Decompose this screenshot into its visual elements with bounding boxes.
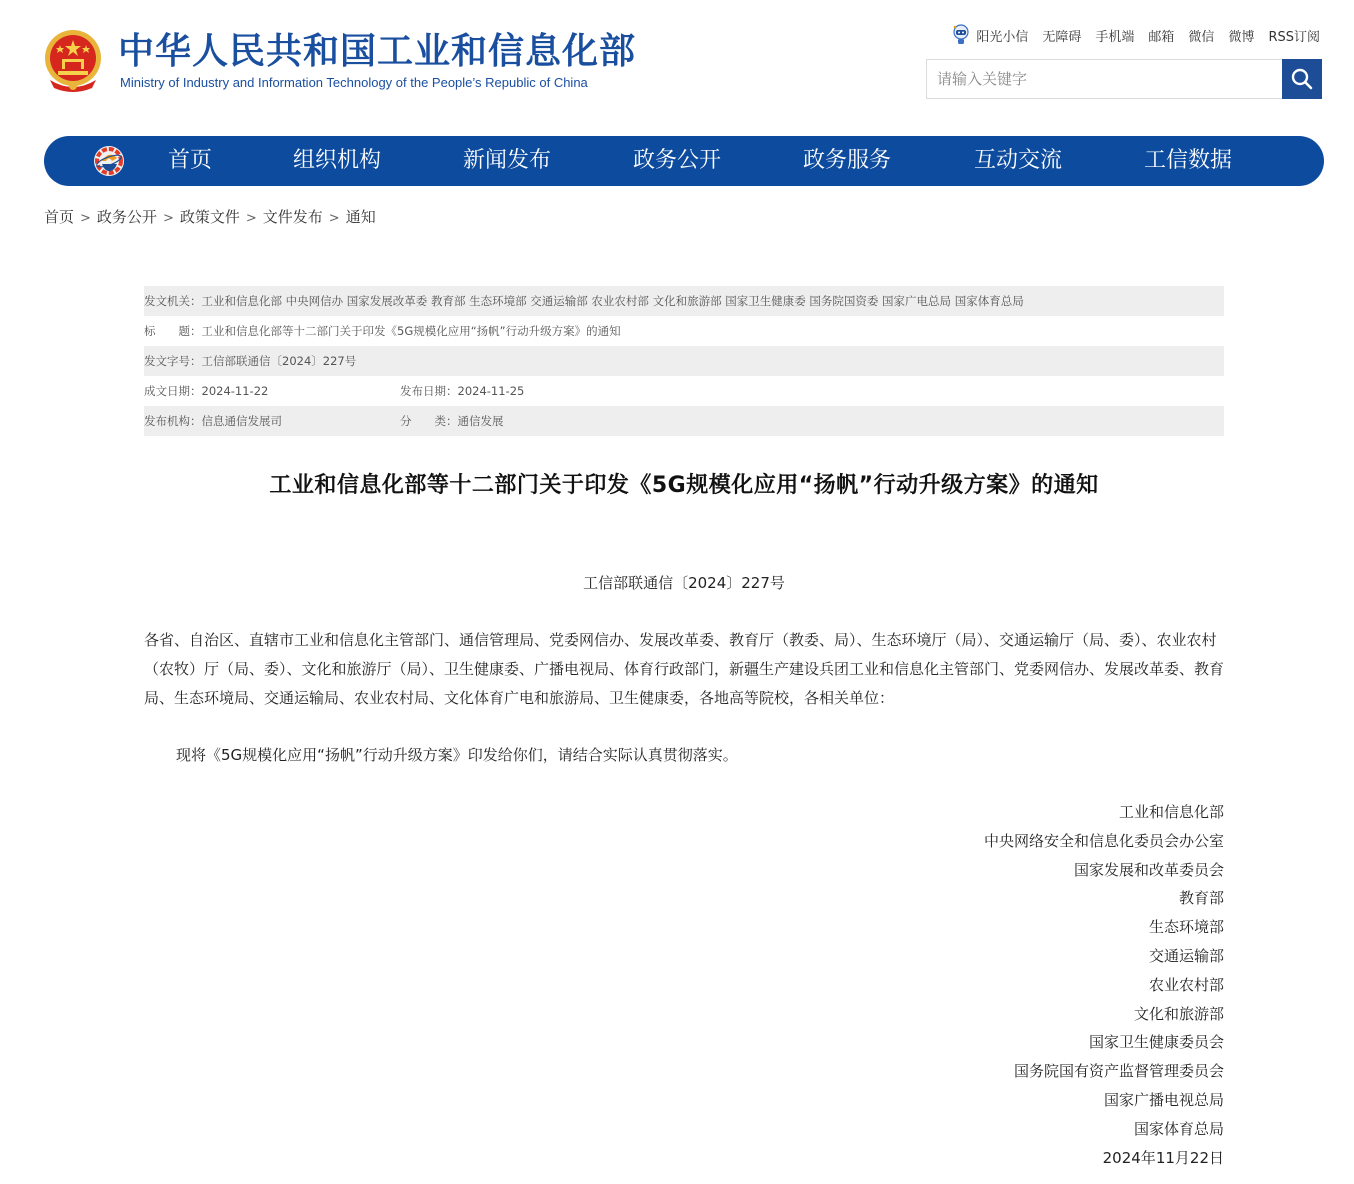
meta-label: 标 题： (144, 324, 202, 338)
meta-col-category (400, 406, 504, 436)
breadcrumb-home[interactable]: 首页 (44, 208, 75, 226)
signatory: 国家体育总局 (1133, 1119, 1224, 1138)
meta-col-published (400, 376, 524, 406)
nav-item-data[interactable]: 工信数据 (1144, 148, 1233, 173)
meta-label: 分 类： (400, 414, 458, 428)
meta-label: 成文日期： (144, 384, 202, 398)
top-link-sunshine[interactable]: 阳光小信 (976, 29, 1029, 45)
document-metadata-table (144, 286, 1224, 436)
top-link-rss[interactable]: RSS订阅 (1268, 29, 1320, 45)
document-number: 工信部联通信〔2024〕227号 (583, 574, 785, 592)
meta-label: 发布机构： (144, 414, 202, 428)
document-signatories (984, 798, 1224, 1172)
top-link-accessibility[interactable]: 无障碍 (1042, 29, 1082, 45)
breadcrumb-government-affairs[interactable]: 政务公开 (96, 208, 157, 226)
top-link-weibo[interactable]: 微博 (1228, 29, 1255, 45)
meta-value-publisher: 信息通信发展司 (201, 414, 282, 428)
signatory: 文化和旅游部 (1133, 1004, 1224, 1023)
signatory: 国家卫生健康委员会 (1088, 1033, 1224, 1052)
meta-row-issuing-org (144, 286, 1224, 316)
search-icon (1290, 67, 1314, 91)
signatory: 工业和信息化部 (1118, 803, 1224, 821)
nav-item-government-affairs[interactable]: 政务公开 (633, 148, 722, 173)
signatory: 国家发展和改革委员会 (1073, 860, 1224, 879)
document-body: 现将《5G规模化应用“扬帆”行动升级方案》印发给你们，请结合实际认真贯彻落实。 (176, 746, 738, 764)
meta-value-published-date: 2024-11-25 (457, 384, 525, 398)
document-title: 工业和信息化部等十二部门关于印发《5G规模化应用“扬帆”行动升级方案》的通知 (269, 473, 1099, 498)
breadcrumb-file-release[interactable]: 文件发布 (262, 208, 323, 226)
breadcrumb-separator: > (80, 211, 91, 226)
breadcrumb-notice[interactable]: 通知 (345, 208, 376, 226)
meta-row-dates (144, 376, 1224, 406)
breadcrumb-separator: > (245, 211, 257, 226)
search-box (926, 59, 1322, 99)
top-link-wechat[interactable]: 微信 (1188, 29, 1215, 45)
search-input[interactable] (927, 60, 1283, 98)
meta-value-doc-number: 工信部联通信〔2024〕227号 (201, 354, 357, 368)
nav-item-home[interactable]: 首页 (168, 148, 213, 173)
meta-value-category: 通信发展 (457, 414, 504, 428)
signatory: 生态环境部 (1148, 918, 1224, 937)
document-addressee: 各省、自治区、直辖市工业和信息化主管部门、通信管理局、党委网信办、发展改革委、教育厅（教委、局）、生态环境厅（局）、交通运输厅（局、委）、农业农村（农牧）厅（局、委）、文化和旅游厅（局）、卫生健康委、广播电视局、体育行政部门，新疆生产建设兵团工业和信息化主管部门、党委网信办、发展改革委、教育局、生态环境局、交通运输局、农业农村局、文化体育广电和旅游局、卫生健康委，各地高等院校，各相关单位： (144, 631, 1225, 707)
nav-item-organization[interactable]: 组织机构 (293, 148, 382, 173)
document-date: 2024年11月22日 (1102, 1148, 1224, 1167)
signatory: 农业农村部 (1148, 975, 1224, 994)
meta-row-title (144, 316, 1224, 346)
meta-value-issuing-org: 工业和信息化部 中央网信办 国家发展改革委 教育部 生态环境部 交通运输部 农业农村部 文化和旅游部 国家卫生健康委 国务院国资委 国家广电总局 国家体育总局 (201, 294, 1024, 308)
meta-row-publisher (144, 406, 1224, 436)
signatory: 国务院国有资产监督管理委员会 (1013, 1062, 1224, 1081)
meta-label: 发文机关： (144, 294, 202, 308)
top-link-mail[interactable]: 邮箱 (1148, 29, 1175, 45)
meta-row-doc-number (144, 346, 1224, 376)
robot-mascot-icon[interactable] (952, 24, 970, 46)
nav-item-interaction[interactable]: 互动交流 (974, 148, 1063, 173)
breadcrumb (44, 206, 376, 227)
signatory: 中央网络安全和信息化委员会办公室 (983, 831, 1224, 850)
signatory: 教育部 (1178, 889, 1224, 908)
nav-item-government-services[interactable]: 政务服务 (803, 148, 892, 173)
meta-value-created-date: 2024-11-22 (201, 384, 269, 398)
meta-label: 发文字号： (144, 354, 202, 368)
breadcrumb-separator: > (162, 211, 174, 226)
meta-label: 发布日期： (400, 384, 458, 398)
breadcrumb-separator: > (328, 211, 340, 226)
main-nav (44, 136, 1324, 186)
meta-value-title: 工业和信息化部等十二部门关于印发《5G规模化应用“扬帆”行动升级方案》的通知 (201, 324, 621, 338)
top-links (952, 24, 1320, 46)
site-title-en: Ministry of Industry and Information Technology of the People’s Republic of China (120, 75, 588, 90)
national-emblem-icon (42, 28, 104, 94)
signatory: 国家广播电视总局 (1103, 1090, 1224, 1109)
nav-item-news[interactable]: 新闻发布 (463, 148, 552, 173)
top-link-mobile[interactable]: 手机端 (1095, 29, 1135, 45)
breadcrumb-policy-files[interactable]: 政策文件 (179, 208, 240, 226)
signatory: 交通运输部 (1148, 946, 1224, 965)
site-title[interactable]: 中华人民共和国工业和信息化部 (118, 31, 637, 72)
nav-logo-icon[interactable] (92, 144, 126, 178)
search-button[interactable] (1282, 59, 1322, 99)
